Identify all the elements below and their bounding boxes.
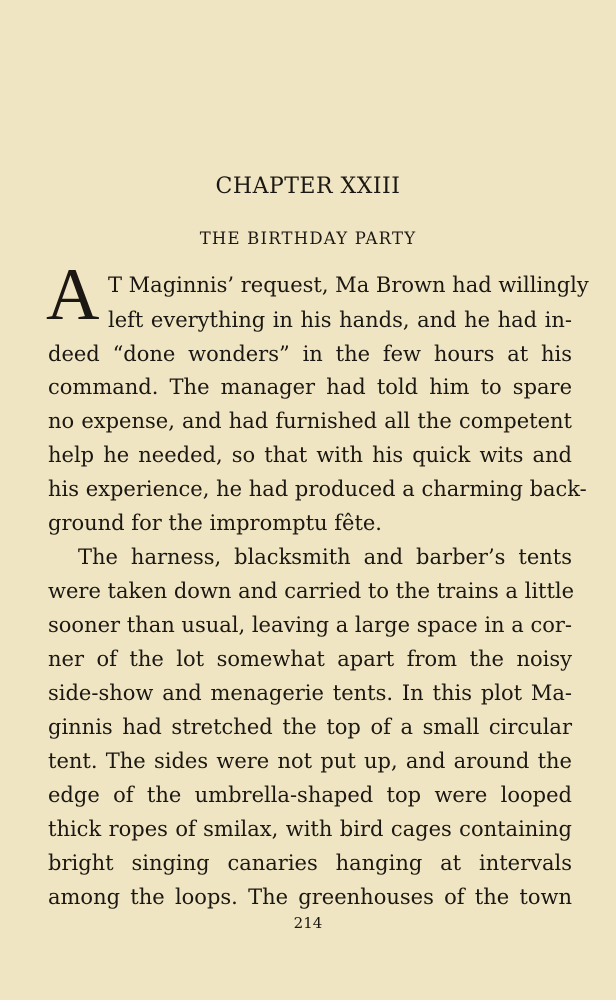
text-line: thick ropes of smilax, with bird cages containing	[48, 817, 572, 841]
text-line: ground for the impromptu fête.	[48, 511, 382, 535]
drop-cap: A	[46, 254, 100, 336]
chapter-number: CHAPTER XXIII	[215, 174, 401, 199]
text-line: no expense, and had furnished all the competent	[48, 409, 572, 433]
text-line: sooner than usual, leaving a large space in a cor-	[48, 613, 572, 637]
text-line: tent. The sides were not put up, and around the	[48, 749, 572, 773]
chapter-title: THE BIRTHDAY PARTY	[199, 229, 417, 248]
text-line: his experience, he had produced a charming back-	[48, 477, 587, 501]
text-line: bright singing canaries hanging at intervals	[48, 851, 572, 875]
text-line: help he needed, so that with his quick wits and	[48, 443, 572, 467]
text-line: The harness, blacksmith and barber’s tents	[78, 545, 572, 569]
text-line: left everything in his hands, and he had in-	[108, 308, 572, 332]
text-line: were taken down and carried to the trains a little	[48, 579, 575, 603]
page-number: 214	[293, 914, 323, 932]
text-line: T Maginnis’ request, Ma Brown had willingly	[108, 273, 589, 297]
text-line: command. The manager had told him to spare	[48, 375, 572, 399]
text-line: ner of the lot somewhat apart from the noisy	[48, 647, 572, 671]
text-line: edge of the umbrella-shaped top were looped	[48, 783, 572, 807]
text-line: deed “done wonders” in the few hours at his	[48, 342, 572, 366]
text-line: side-show and menagerie tents. In this plot Ma-	[48, 681, 572, 705]
text-line: ginnis had stretched the top of a small circular	[48, 715, 572, 739]
text-line: among the loops. The greenhouses of the town	[48, 885, 572, 909]
